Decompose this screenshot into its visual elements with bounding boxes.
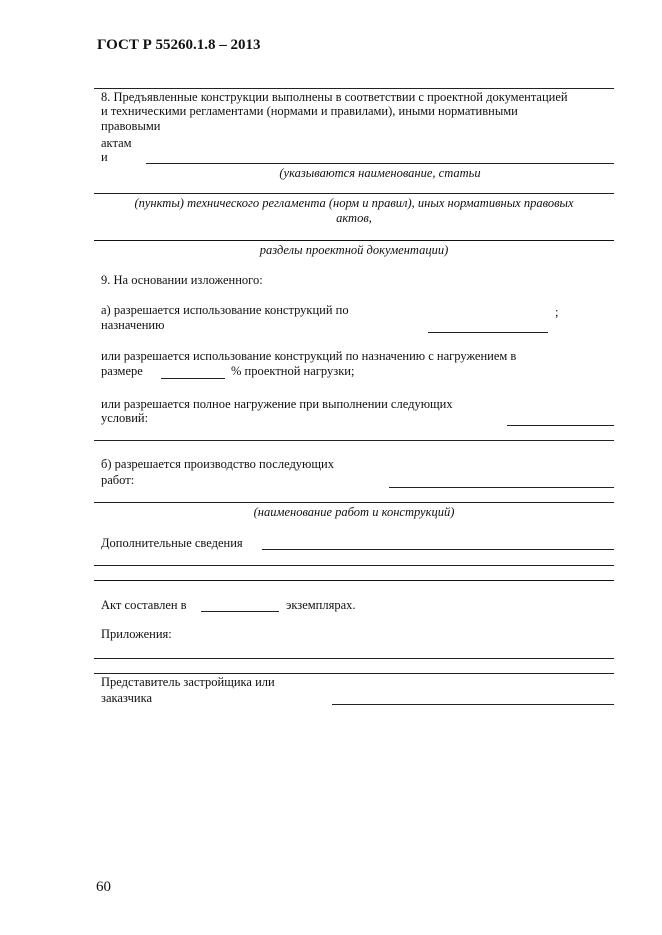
section9-or1-text: или разрешается использование конструкций по назначению с нагружением в: [101, 349, 517, 363]
section9-a-fill-line[interactable]: [428, 332, 548, 333]
section9-a-semicolon: ;: [555, 305, 559, 319]
conditions-fill-line-2[interactable]: [94, 440, 614, 441]
extra-info-fill-line-2[interactable]: [94, 565, 614, 566]
act-copies-prefix: Акт составлен в: [101, 598, 187, 612]
section8-fill-line-2[interactable]: [94, 193, 614, 194]
works-fill-line-2[interactable]: [94, 502, 614, 503]
section9-b-hint: (наименование работ и конструкций): [253, 505, 455, 519]
representative-label: Представитель застройщика или: [101, 675, 275, 689]
divider: [94, 88, 614, 89]
conditions-fill-line[interactable]: [507, 425, 614, 426]
act-copies-fill-line[interactable]: [201, 611, 279, 612]
attachments-fill-line-2[interactable]: [94, 673, 614, 674]
section9-intro: 9. На основании изложенного:: [101, 273, 263, 287]
section8-hint4: разделы проектной документации): [259, 243, 449, 257]
page-number: 60: [96, 879, 111, 895]
section8-text-line4: актам: [101, 136, 132, 150]
section9-b-text-line2: работ:: [101, 473, 135, 487]
extra-info-fill-line[interactable]: [262, 549, 614, 550]
section9-or1-size-label: размере: [101, 364, 143, 378]
section9-a-text: а) разрешается использование конструкций по: [101, 303, 349, 317]
representative-label-line2: заказчика: [101, 691, 153, 705]
representative-signature-line[interactable]: [332, 704, 614, 705]
extra-info-fill-line-3[interactable]: [94, 580, 614, 581]
load-percent-fill-line[interactable]: [161, 378, 225, 379]
works-fill-line[interactable]: [389, 487, 614, 488]
section9-b-text: б) разрешается производство последующих: [101, 457, 334, 471]
act-copies-suffix: экземплярах.: [286, 598, 356, 612]
section8-fill-line-3[interactable]: [94, 240, 614, 241]
attachments-label: Приложения:: [101, 627, 172, 641]
extra-info-label: Дополнительные сведения: [101, 536, 243, 550]
section8-text-line5: и: [101, 150, 108, 164]
section8-text-line3: правовыми: [101, 119, 161, 133]
attachments-fill-line[interactable]: [94, 658, 614, 659]
section8-text-line1: 8. Предъявленные конструкции выполнены в соответствии с проектной документацией: [101, 90, 568, 104]
section8-hint3: актов,: [336, 211, 372, 225]
section9-or2-text-line2: условий:: [101, 411, 149, 425]
section8-hint1: (указываются наименование, статьи: [279, 166, 481, 180]
section9-or1-percent: % проектной нагрузки;: [231, 364, 355, 378]
section8-hint2: (пункты) технического регламента (норм и правил), иных нормативных правовых: [134, 196, 574, 210]
section8-text-line2: и техническими регламентами (нормами и правилами), иными нормативными: [101, 104, 518, 118]
section9-a-text-line2: назначению: [101, 318, 165, 332]
section8-fill-line[interactable]: [146, 163, 614, 164]
document-standard-header: ГОСТ Р 55260.1.8 – 2013: [97, 37, 261, 53]
section9-or2-text: или разрешается полное нагружение при выполнении следующих: [101, 397, 453, 411]
